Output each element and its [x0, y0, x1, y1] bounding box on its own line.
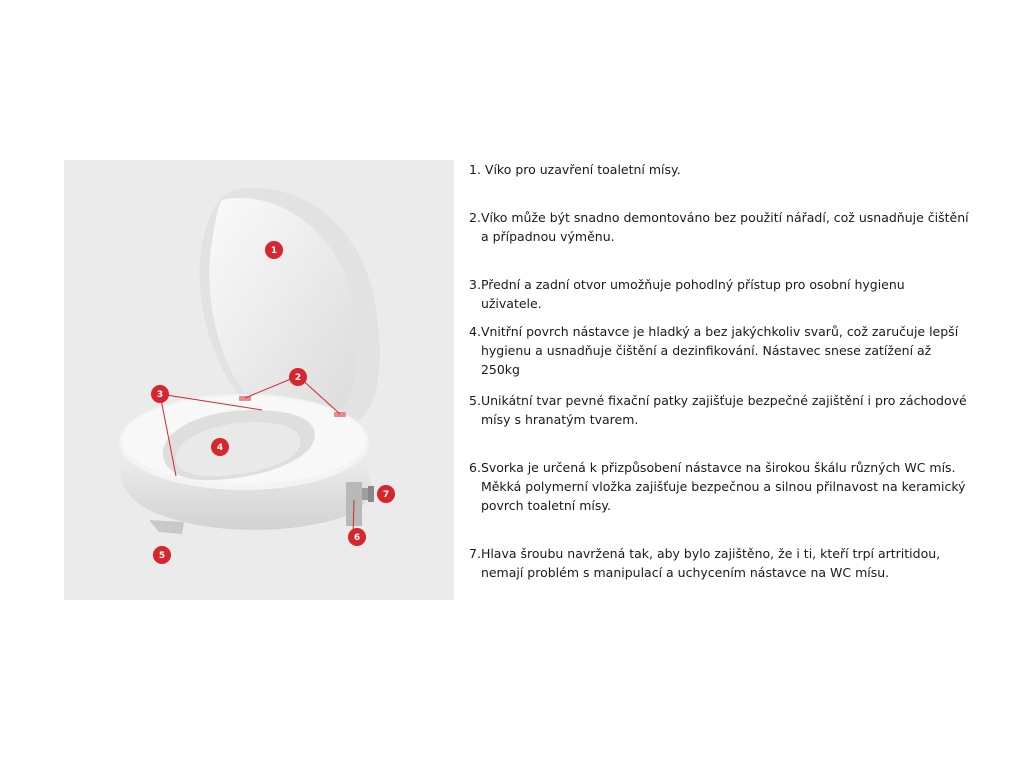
marker-6 — [348, 528, 366, 546]
marker-4 — [211, 438, 229, 456]
toilet-seat-raiser-illustration — [64, 160, 454, 600]
marker-5 — [153, 546, 171, 564]
feature-item-3: 3. Přední a zadní otvor umožňuje pohodlný přístup pro osobní hygienu uživatele. — [469, 275, 969, 313]
feature-text: Vnitřní povrch nástavce je hladký a bez jakýchkoliv svarů, což zaručuje lepší hygienu a usnadňuje čištění a dezinfikování. Nástavec snese zatížení až 250kg — [480, 324, 959, 377]
svg-text:1: 1 — [270, 246, 278, 256]
feature-item-6: 6. Svorka je určená k přizpůsobení nástavce na širokou škálu různých WC mís. Měkká polymerní vložka zajišťuje bezpečnou a silnou přilnavost na keramický povrch toaletní mísy. — [469, 458, 969, 515]
seat-body — [119, 394, 371, 534]
feature-text: Víko pro uzavření toaletní mísy. — [484, 162, 681, 177]
svg-text:6: 6 — [353, 533, 361, 543]
svg-text:2: 2 — [294, 373, 302, 383]
product-figure — [64, 160, 454, 600]
svg-text:3: 3 — [156, 390, 164, 400]
feature-item-1: 1. Víko pro uzavření toaletní mísy. — [469, 160, 969, 179]
marker-2 — [289, 368, 307, 386]
feature-text: Víko může být snadno demontováno bez použití nářadí, což usnadňuje čištění a případnou výměnu. — [480, 210, 969, 244]
marker-3 — [151, 385, 169, 403]
feature-text: Hlava šroubu navržená tak, aby bylo zajištěno, že i ti, kteří trpí artritidou, nemají problém s manipulací a uchycením nástavce na WC mísu. — [480, 546, 941, 580]
svg-text:5: 5 — [158, 551, 166, 561]
lid — [199, 188, 379, 420]
clamp-screw — [346, 482, 374, 526]
feature-item-7: 7. Hlava šroubu navržená tak, aby bylo zajištěno, že i ti, kteří trpí artritidou, nemají problém s manipulací a uchycením nástavce na WC mísu. — [469, 544, 969, 582]
feature-text: Přední a zadní otvor umožňuje pohodlný přístup pro osobní hygienu uživatele. — [480, 277, 905, 311]
feature-item-2: 2. Víko může být snadno demontováno bez použití nářadí, což usnadňuje čištění a případnou výměnu. — [469, 210, 969, 244]
feature-item-5: 5. Unikátní tvar pevné fixační patky zajišťuje bezpečné zajištění i pro záchodové mísy s hranatým tvarem. — [469, 391, 969, 429]
feature-item-4: 4. Vnitřní povrch nástavce je hladký a bez jakýchkoliv svarů, což zaručuje lepší hygienu a usnadňuje čištění a dezinfikování. Nástavec snese zatížení až 250kg — [469, 322, 969, 379]
marker-7 — [377, 485, 395, 503]
feature-text: Unikátní tvar pevné fixační patky zajišťuje bezpečné zajištění i pro záchodové mísy s hranatým tvarem. — [480, 393, 967, 427]
marker-1 — [265, 241, 283, 259]
feature-text: Svorka je určená k přizpůsobení nástavce na širokou škálu různých WC mís. Měkká polymerní vložka zajišťuje bezpečnou a silnou přilnavost na keramický povrch toaletní mísy. — [480, 460, 966, 513]
svg-text:4: 4 — [216, 443, 224, 453]
svg-text:7: 7 — [382, 490, 390, 500]
